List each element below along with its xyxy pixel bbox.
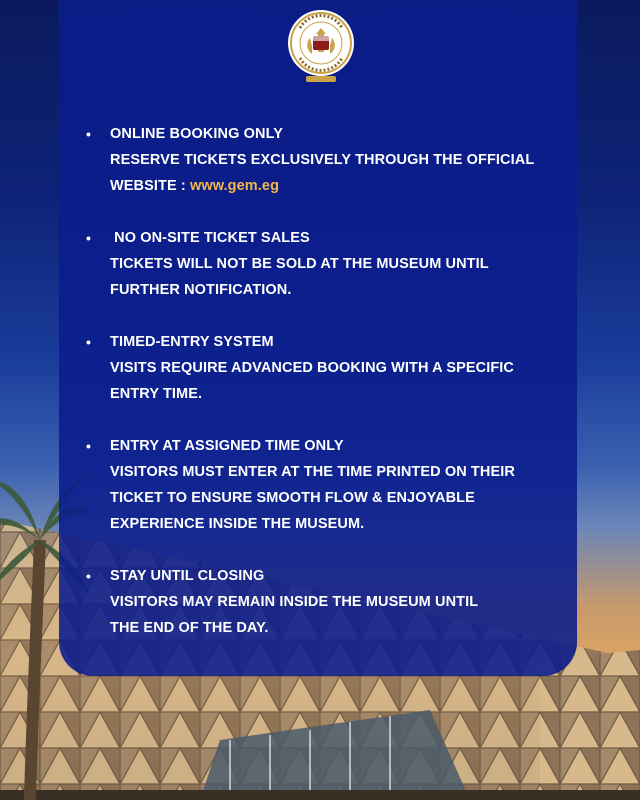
item-text-line: VISITORS MAY REMAIN INSIDE THE MUSEUM UNTIL xyxy=(110,594,479,610)
item-text-line: TICKETS WILL NOT BE SOLD AT THE MUSEUM UNTIL xyxy=(110,256,489,272)
seal-ribbon xyxy=(306,76,336,82)
list-item xyxy=(82,329,562,407)
list-item xyxy=(82,121,562,199)
list-item xyxy=(82,563,562,641)
item-heading: ONLINE BOOKING ONLY xyxy=(110,126,283,142)
item-heading: NO ON-SITE TICKET SALES xyxy=(110,230,310,246)
item-heading: TIMED-ENTRY SYSTEM xyxy=(110,334,274,350)
item-heading: ENTRY AT ASSIGNED TIME ONLY xyxy=(110,438,344,454)
item-text-line: FURTHER NOTIFICATION. xyxy=(110,282,292,298)
bullet: • xyxy=(86,126,92,142)
item-text-line: EXPERIENCE INSIDE THE MUSEUM. xyxy=(110,516,365,532)
item-text-line xyxy=(110,173,562,199)
website-label: WEBSITE : xyxy=(110,178,190,194)
list-item xyxy=(82,433,562,537)
item-text-line: THE END OF THE DAY. xyxy=(110,620,269,636)
item-heading: STAY UNTIL CLOSING xyxy=(110,568,265,584)
bullet: • xyxy=(86,438,92,454)
ministry-seal-icon xyxy=(286,8,356,78)
visitor-rules-list xyxy=(82,121,562,667)
bullet: • xyxy=(86,568,92,584)
bullet: • xyxy=(86,230,92,246)
item-text-line: ENTRY TIME. xyxy=(110,386,203,402)
item-text-line: VISITS REQUIRE ADVANCED BOOKING WITH A SPECIFIC xyxy=(110,360,515,376)
item-text-line: TICKET TO ENSURE SMOOTH FLOW & ENJOYABLE xyxy=(110,490,475,506)
website-link[interactable]: www.gem.eg xyxy=(189,178,280,194)
list-item xyxy=(82,225,562,303)
item-text-line: VISITORS MUST ENTER AT THE TIME PRINTED ON THEIR xyxy=(110,464,515,480)
bullet: • xyxy=(86,334,92,350)
item-text-line: RESERVE TICKETS EXCLUSIVELY THROUGH THE OFFICIAL xyxy=(110,152,535,168)
